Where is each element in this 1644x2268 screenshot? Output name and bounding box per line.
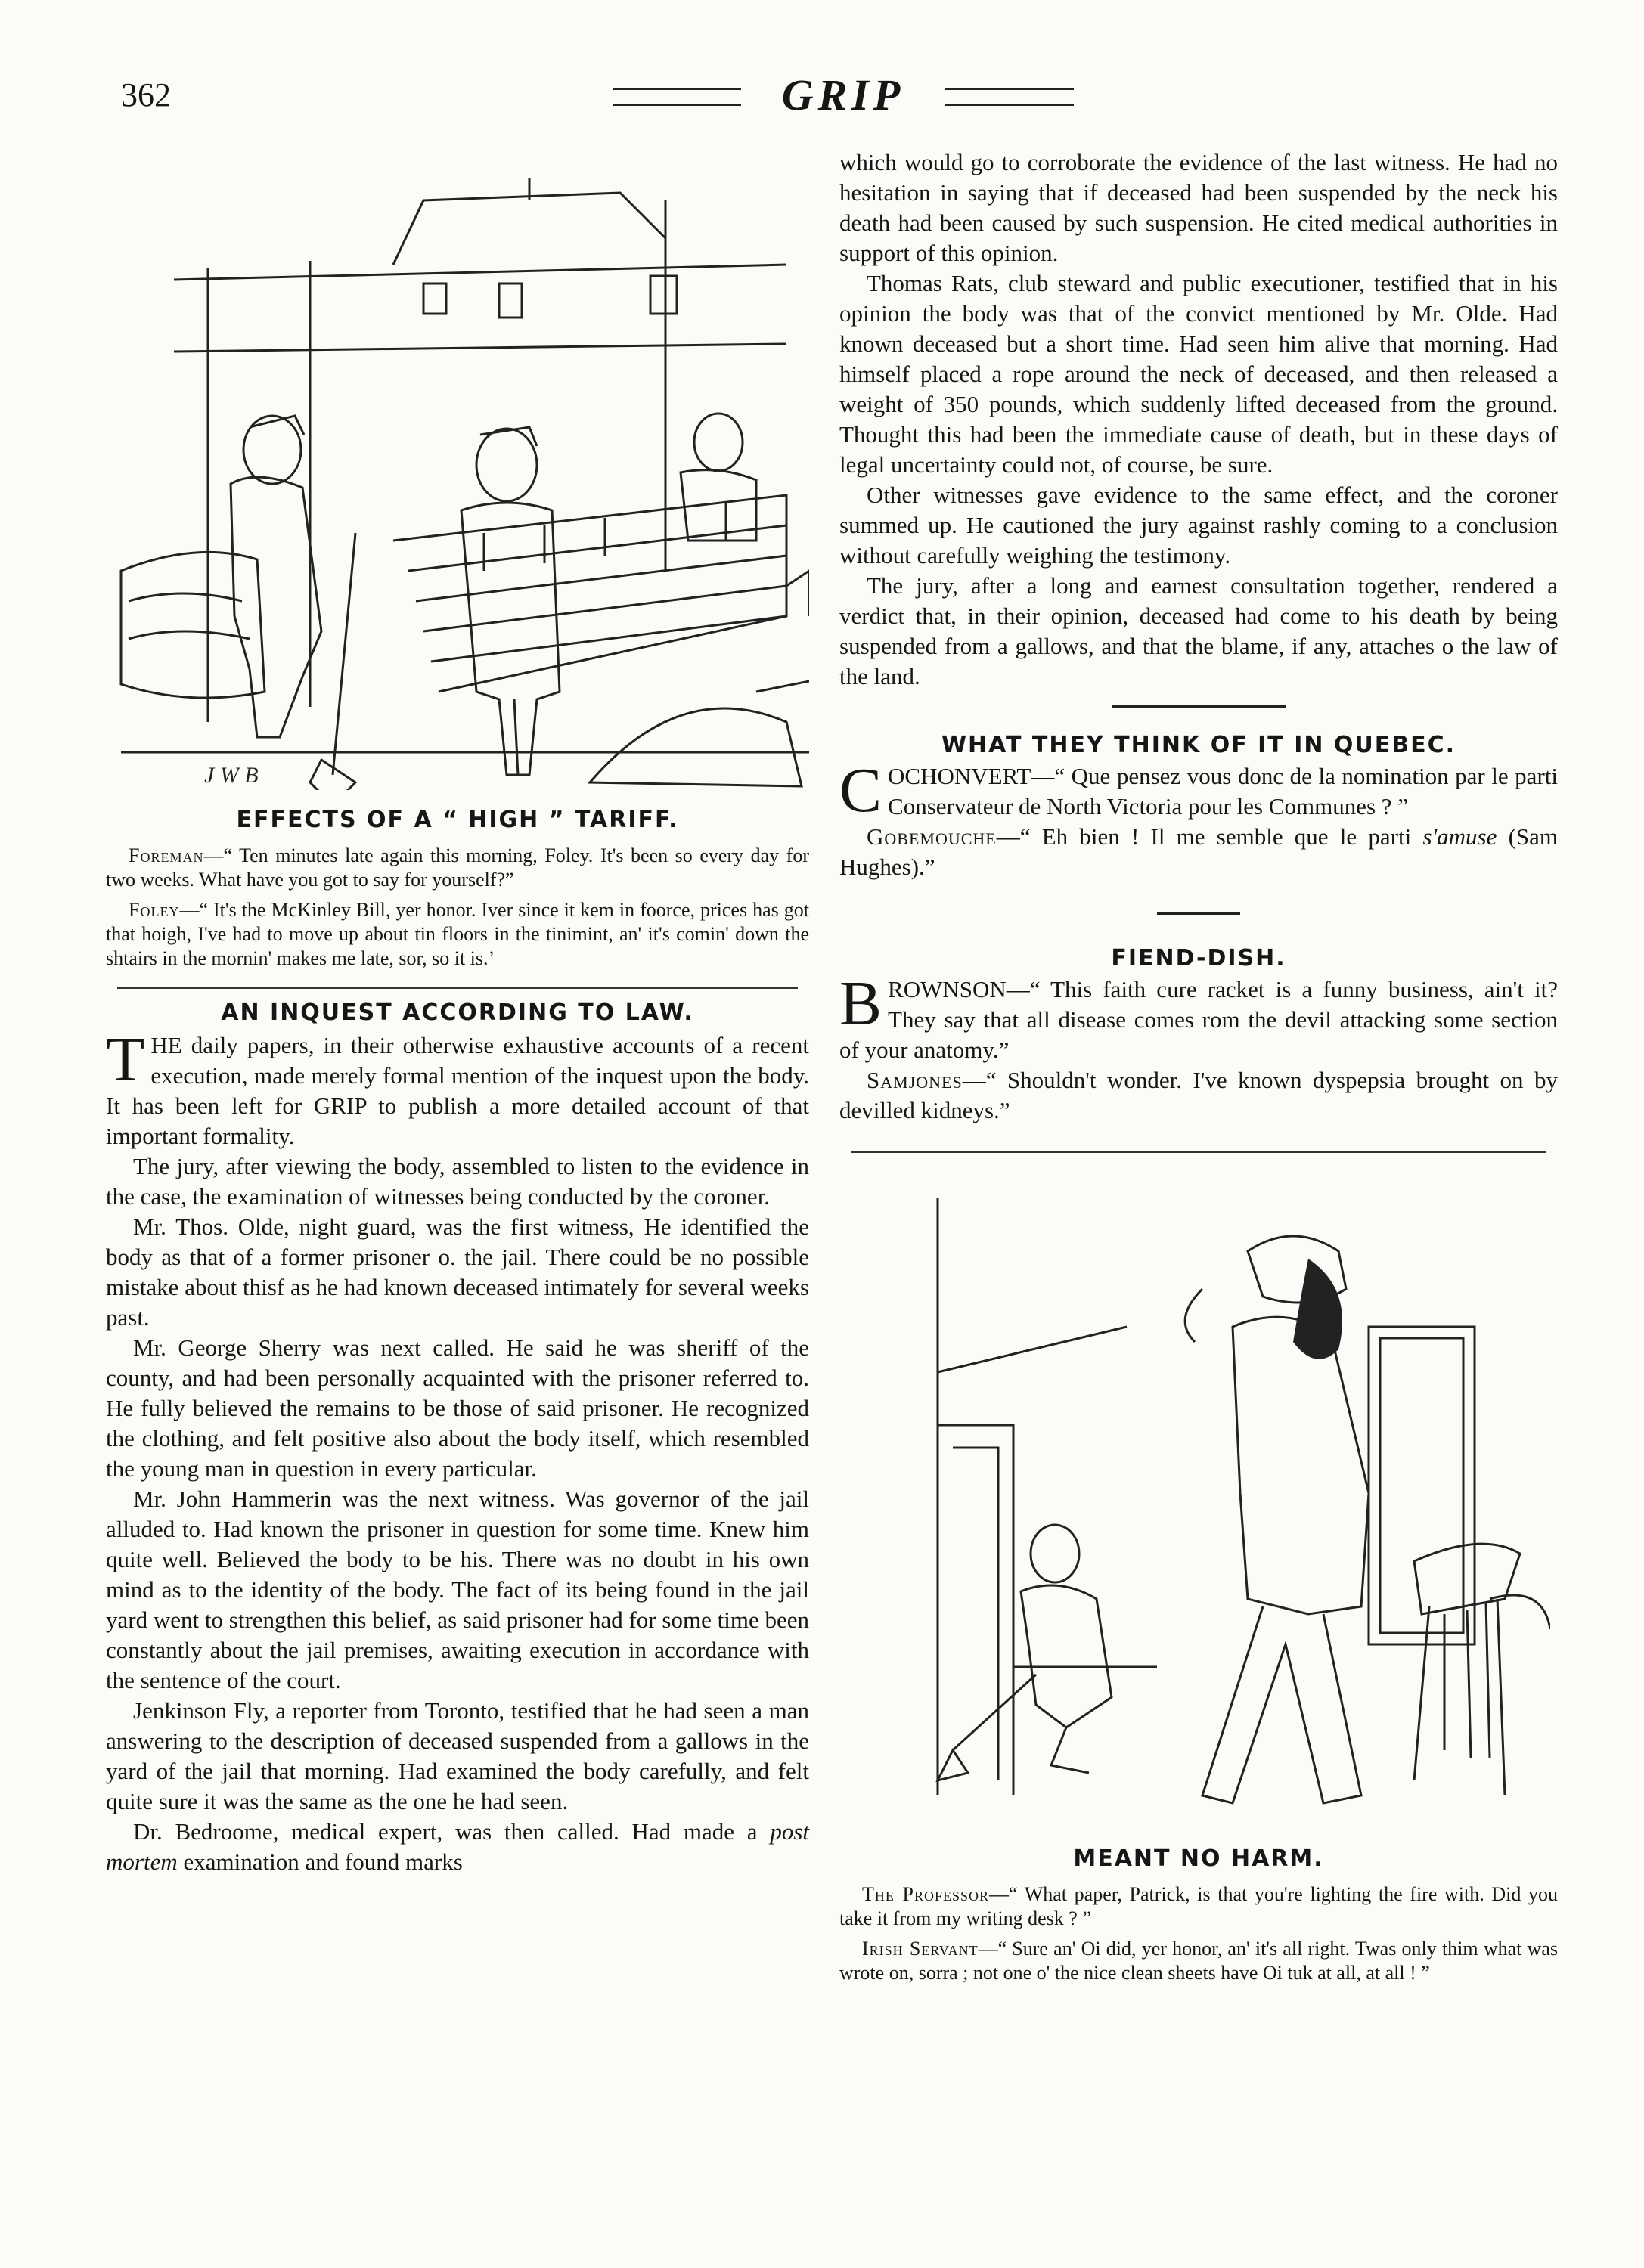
caption-line-servant [839, 1937, 1558, 1985]
right-column [839, 147, 1558, 1985]
caption-title-high-tariff: EFFECTS OF A “ HIGH ” TARIFF. [236, 807, 679, 833]
article-title-fiend-dish: FIEND-DISH. [1111, 945, 1286, 971]
inquest-paragraph-7: Dr. Bedroome, medical expert, was then called. Had made a post mortem examination and found marks [106, 1818, 809, 1875]
page-number: 362 [121, 76, 171, 113]
illustration-meant-no-harm-drawing [839, 1176, 1550, 1833]
section-divider-2 [851, 1151, 1546, 1153]
inquest-paragraph-2: The jury, after viewing the body, assembled to listen to the evidence in the case, the examination of witnesses being conducted by the coroner. [106, 1153, 809, 1210]
caption-speaker-foley: Foley [129, 899, 180, 921]
dropcap-t: T [106, 1024, 145, 1095]
quebec-paragraph-1: COCHONVERT—“ Que pensez vous donc de la nomination par le parti Conservateur de North Victoria pour les Communes ? ” [839, 755, 1558, 826]
masthead-title: GRIP [781, 70, 905, 119]
left-column [106, 147, 809, 1877]
dropcap-b: B [839, 968, 882, 1039]
section-divider [117, 987, 798, 989]
fiend-paragraph-1: BROWNSON—“ This faith cure racket is a funny business, ain't it? They say that all disease comes rom the devil attacking some section of your anatomy.” [839, 968, 1558, 1063]
caption-line-foreman [106, 844, 809, 892]
caption-title-meant-no-harm: MEANT NO HARM. [1073, 1845, 1324, 1872]
masthead-rule-right [945, 88, 1074, 106]
caption-text-foley: —“ It's the McKinley Bill, yer honor. Iver since it kem in foorce, prices has got that hoigh, I've had to move up about tin floors in the tinimint, an' it's comin' down the shtairs in the mornin' makes me late, sor, so it is.’ [106, 899, 809, 969]
caption-text-servant: —“ Sure an' Oi did, yer honor, an' it's all right. Twas only thim what was wrote on, sorra ; not one o' the nice clean sheets have Oi tuk at all, at all ! ” [839, 1938, 1558, 1984]
fiend-paragraph-2: Samjones—“ Shouldn't wonder. I've known dyspepsia brought on by devilled kidneys.” [839, 1067, 1558, 1123]
short-divider-1 [1112, 705, 1286, 708]
quebec-paragraph-2: Gobemouche—“ Eh bien ! Il me semble que le parti s'amuse (Sam Hughes).” [839, 823, 1559, 880]
dropcap-c: C [839, 755, 882, 826]
article-title-inquest: AN INQUEST ACCORDING TO LAW. [221, 999, 694, 1026]
inquest-paragraph-5: Mr. John Hammerin was the next witness. Was governor of the jail alluded to. Had known the prisoner in question for some time. Knew him quite well. Believed the body to be his. There was no doubt in his own mind as to the identity of the body. The fact of its being found in the jail yard went to strengthen this belief, as said prisoner had for some time been constantly about the jail premises, awaiting execution in accordance with the sentence of the court. [106, 1486, 809, 1693]
inquest-paragraph-4: Mr. George Sherry was next called. He said he was sheriff of the county, and had been personally acquainted with the prisoner referred to. He fully believed the remains to be those of said prisoner. He recognized the clothing, and felt positive also about the body itself, which resembled the young man in question in every particular. [106, 1334, 809, 1482]
caption-text-professor: —“ What paper, Patrick, is that you're lighting the fire with. Did you take it from my writing desk ? ” [839, 1883, 1559, 1929]
inquest-paragraph-11: The jury, after a long and earnest consultation together, rendered a verdict that, in their opinion, deceased had come to his death by being suspended from a gallows, and that the blame, if any, attaches o the law of the land. [839, 572, 1558, 689]
caption-line-professor [839, 1882, 1558, 1931]
article-title-quebec: WHAT THEY THINK OF IT IN QUEBEC. [941, 732, 1456, 758]
inquest-paragraph-9: Thomas Rats, club steward and public executioner, testified that in his opinion the body was that of the convict mentioned by Mr. Olde. Had known deceased but a short time. Had seen him alive that morning. Had himself placed a rope around the neck of deceased, and then released a weight of 350 pounds, which suddenly lifted deceased from the ground. Thought this had been the immediate cause of death, but in these days of legal uncertainty could not, of course, be sure. [839, 270, 1558, 478]
illustration-meant-no-harm [839, 1176, 1550, 1833]
inquest-paragraph-1: THE daily papers, in their otherwise exhaustive accounts of a recent execution, made merely formal mention of the inquest upon the body. It has been left for GRIP to publish a more detailed account of that important formality. [106, 1024, 809, 1149]
caption-text-foreman: —“ Ten minutes late again this morning, Foley. It's been so every day for two weeks. What have you got to say for yourself?” [106, 844, 809, 891]
caption-line-foley [106, 898, 809, 971]
illustration-high-tariff [106, 147, 809, 790]
illustration-high-tariff-drawing [106, 147, 809, 790]
caption-speaker-foreman: Foreman [129, 844, 204, 866]
caption-speaker-servant: Irish Servant [862, 1938, 979, 1960]
caption-speaker-professor: The Professor [862, 1883, 990, 1905]
illustration-signature: J W B [204, 763, 259, 788]
masthead [597, 70, 1089, 122]
short-divider-2 [1157, 912, 1240, 915]
inquest-paragraph-8: which would go to corroborate the evidence of the last witness. He had no hesitation in saying that if deceased had been suspended by the neck his death had been caused by such suspension. He cited medical authorities in support of this opinion. [839, 149, 1558, 266]
inquest-paragraph-3: Mr. Thos. Olde, night guard, was the first witness, He identified the body as that of a former prisoner o. the jail. There could be no possible mistake about thisf as he had known deceased intimately for several weeks past. [106, 1213, 809, 1331]
inquest-paragraph-6: Jenkinson Fly, a reporter from Toronto, testified that he had seen a man answering to the description of deceased suspended from a gallows in the yard of the jail that morning. Had examined the body carefully, and felt quite sure it was the same as the one he had seen. [106, 1697, 809, 1814]
inquest-paragraph-10: Other witnesses gave evidence to the same effect, and the coroner summed up. He cautioned the jury against rashly coming to a conclusion without carefully weighing the testimony. [839, 482, 1558, 569]
